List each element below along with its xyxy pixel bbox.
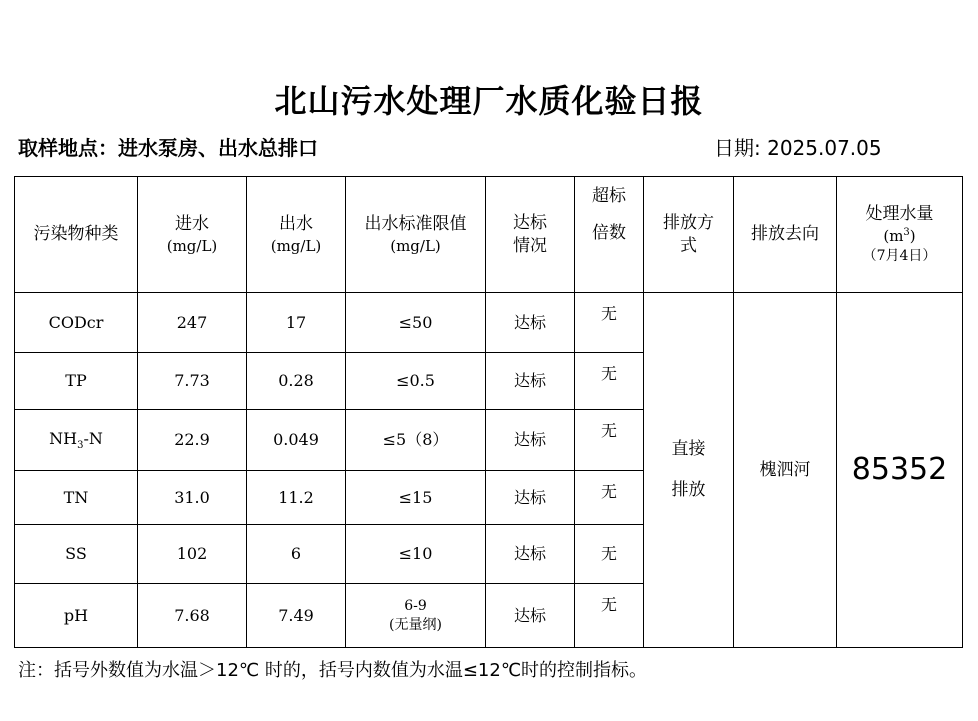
volume-cell: 85352 [837, 293, 963, 648]
report-title: 北山污水处理厂水质化验日报 [274, 82, 704, 120]
status-cell: 达标 [486, 293, 575, 353]
header-row [15, 177, 963, 293]
outflow-cell: 11.2 [247, 471, 346, 525]
discharge-method-line1: 直接 [671, 439, 706, 460]
header-exceed [575, 177, 644, 293]
pollutant-main: NH [49, 428, 78, 448]
volume-unit-pre: (m [883, 227, 904, 246]
limit-cell: ≤15 [346, 471, 486, 525]
water-quality-table [14, 176, 963, 648]
discharge-method-cell [644, 293, 734, 648]
inflow-cell: 7.73 [138, 353, 247, 410]
inflow-cell: 247 [138, 293, 247, 353]
header-volume-label: 处理水量 [865, 204, 934, 225]
pollutant-cell: CODcr [15, 293, 138, 353]
outflow-cell: 17 [247, 293, 346, 353]
limit-cell: ≤0.5 [346, 353, 486, 410]
status-cell: 达标 [486, 353, 575, 410]
pollutant-cell: SS [15, 525, 138, 584]
pollutant-cell: TP [15, 353, 138, 410]
exceed-cell: 无 [575, 293, 644, 353]
outflow-cell: 0.049 [247, 410, 346, 471]
exceed-cell: 无 [575, 584, 644, 648]
header-exceed-line1: 超标 [592, 186, 626, 206]
status-cell: 达标 [486, 410, 575, 471]
header-inflow-label: 进水 [175, 213, 209, 234]
header-volume-date: （7月4日） [862, 247, 937, 264]
outflow-cell: 6 [247, 525, 346, 584]
header-outflow-label: 出水 [279, 213, 313, 234]
pollutant-cell: TN [15, 471, 138, 525]
limit-note: (无量纲) [389, 616, 442, 633]
exceed-cell: 无 [575, 525, 644, 584]
header-limit-label: 出水标准限值 [364, 213, 467, 234]
volume-unit-post: ) [909, 227, 916, 246]
header-inflow [138, 177, 247, 293]
limit-cell: ≤50 [346, 293, 486, 353]
inflow-cell: 102 [138, 525, 247, 584]
header-method-line1: 排放方 [663, 212, 714, 233]
pollutant-cell [15, 410, 138, 471]
header-volume-unit [837, 226, 962, 246]
volume-unit-sup: 3 [903, 227, 910, 239]
outflow-cell: 7.49 [247, 584, 346, 648]
discharge-dest-cell: 槐泗河 [734, 293, 837, 648]
table-row [15, 293, 963, 353]
header-discharge-method [644, 177, 734, 293]
status-cell: 达标 [486, 471, 575, 525]
header-pollutant: 污染物种类 [15, 177, 138, 293]
pollutant-tail: -N [83, 428, 103, 448]
footnote: 注：括号外数值为水温＞12℃ 时的，括号内数值为水温≤12℃时的控制指标。 [18, 660, 648, 681]
inflow-cell: 31.0 [138, 471, 247, 525]
report-date: 日期: 2025.07.05 [714, 136, 882, 160]
pollutant-cell: pH [15, 584, 138, 648]
header-inflow-unit: (mg/L) [166, 236, 218, 255]
limit-cell: ≤5（8） [346, 410, 486, 471]
inflow-cell: 22.9 [138, 410, 247, 471]
header-outflow-unit: (mg/L) [270, 236, 322, 255]
limit-cell: ≤10 [346, 525, 486, 584]
header-status-line1: 达标 [513, 212, 547, 233]
header-discharge-dest: 排放去向 [734, 177, 837, 293]
status-cell: 达标 [486, 584, 575, 648]
exceed-cell: 无 [575, 410, 644, 471]
status-cell: 达标 [486, 525, 575, 584]
header-status [486, 177, 575, 293]
exceed-cell: 无 [575, 471, 644, 525]
header-exceed-line2: 倍数 [592, 222, 626, 243]
discharge-method-line2: 排放 [671, 480, 706, 500]
header-limit [346, 177, 486, 293]
pollutant-sub: 3 [77, 439, 84, 451]
limit-range: 6-9 [404, 597, 427, 614]
outflow-cell: 0.28 [247, 353, 346, 410]
header-method-line2: 式 [680, 235, 697, 256]
inflow-cell: 7.68 [138, 584, 247, 648]
header-limit-unit: (mg/L) [390, 236, 441, 255]
limit-cell [346, 584, 486, 648]
header-volume [837, 177, 963, 293]
exceed-cell: 无 [575, 353, 644, 410]
sampling-location: 取样地点：进水泵房、出水总排口 [18, 136, 318, 160]
header-outflow [247, 177, 346, 293]
header-status-line2: 情况 [513, 235, 547, 256]
